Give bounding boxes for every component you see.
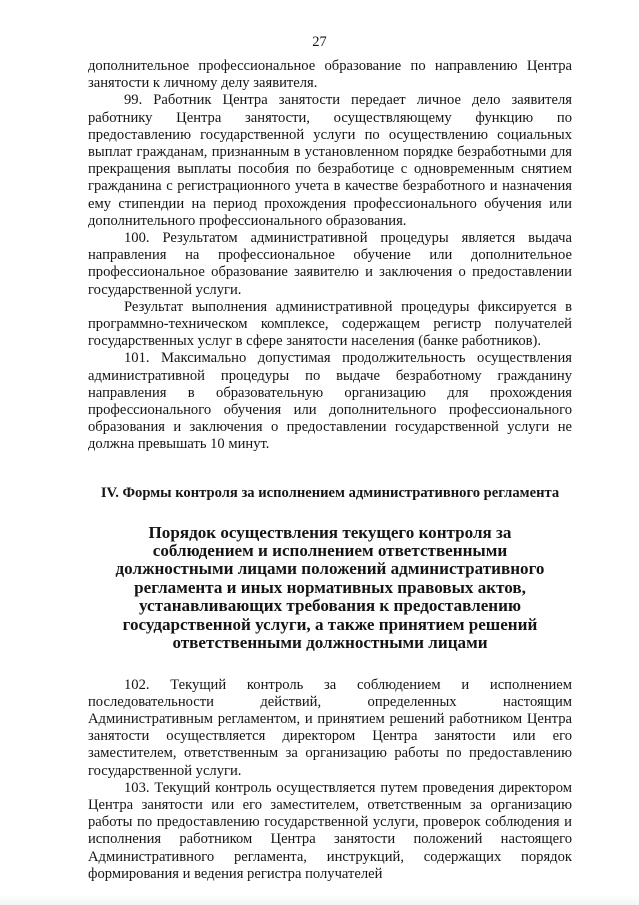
paragraph-continuation: дополнительное профессиональное образование по направлению Центра занятости к личному делу заявителя. xyxy=(88,58,572,92)
paragraph-101: 101. Максимально допустимая продолжительность осуществления административной процедуры по выдаче безработному гражданину направления в образовательную организацию для прохождения профессионального обучения или дополнительного профессионального образования и заключения о предоставлении государственной услуги не должна превышать 10 минут. xyxy=(88,350,572,453)
page-number: 27 xyxy=(312,34,327,50)
sub-heading: Порядок осуществления текущего контроля за соблюдением и исполнением ответственными должностными лицами положений административного регламента и иных нормативных правовых актов, устанавливающих требования к предоставлению государственной услуги, а также принятием решений ответственными должностными лицами xyxy=(115,522,545,653)
paragraph-100: 100. Результатом административной процедуры является выдача направления на профессиональное обучение или дополнительное профессиональное образование заявителю и заключения о предоставлении государственной услуги. xyxy=(88,230,572,298)
paragraph-102: 102. Текущий контроль за соблюдением и исполнением последовательности действий, определенных настоящим Административным регламентом, и принятием решений работником Центра занятости осуществляется директором Центра занятости или его заместителем, ответственным за организацию работы по предоставлению государственной услуги. xyxy=(88,676,572,779)
document-body xyxy=(88,58,572,883)
paragraph-100-result: Результат выполнения административной процедуры фиксируется в программно-техническом комплексе, содержащем регистр получателей государственных услуг в сфере занятости населения (банке работников). xyxy=(88,298,572,350)
scan-edge xyxy=(0,895,639,905)
paragraph-99: 99. Работник Центра занятости передает личное дело заявителя работнику Центра занятости, осуществляющему функцию по предоставлению государственной услуги по осуществлению социальных выплат гражданам, признанным в установленном порядке безработными для прекращения выплаты пособия по безработице с одновременным снятием гражданина с регистрационного учета в качестве безработного и назначения ему стипендии на период прохождения профессионального обучения или дополнительного профессионального образования. xyxy=(88,92,572,229)
section-heading: IV. Формы контроля за исполнением административного регламента xyxy=(100,484,560,501)
paragraph-103: 103. Текущий контроль осуществляется путем проведения директором Центра занятости или его заместителем, ответственным за организацию работы по предоставлению государственной услуги, проверок соблюдения и исполнения работником Центра занятости положений настоящего Административного регламента, инструкций, содержащих порядок формирования и ведения регистра получателей xyxy=(88,779,572,882)
